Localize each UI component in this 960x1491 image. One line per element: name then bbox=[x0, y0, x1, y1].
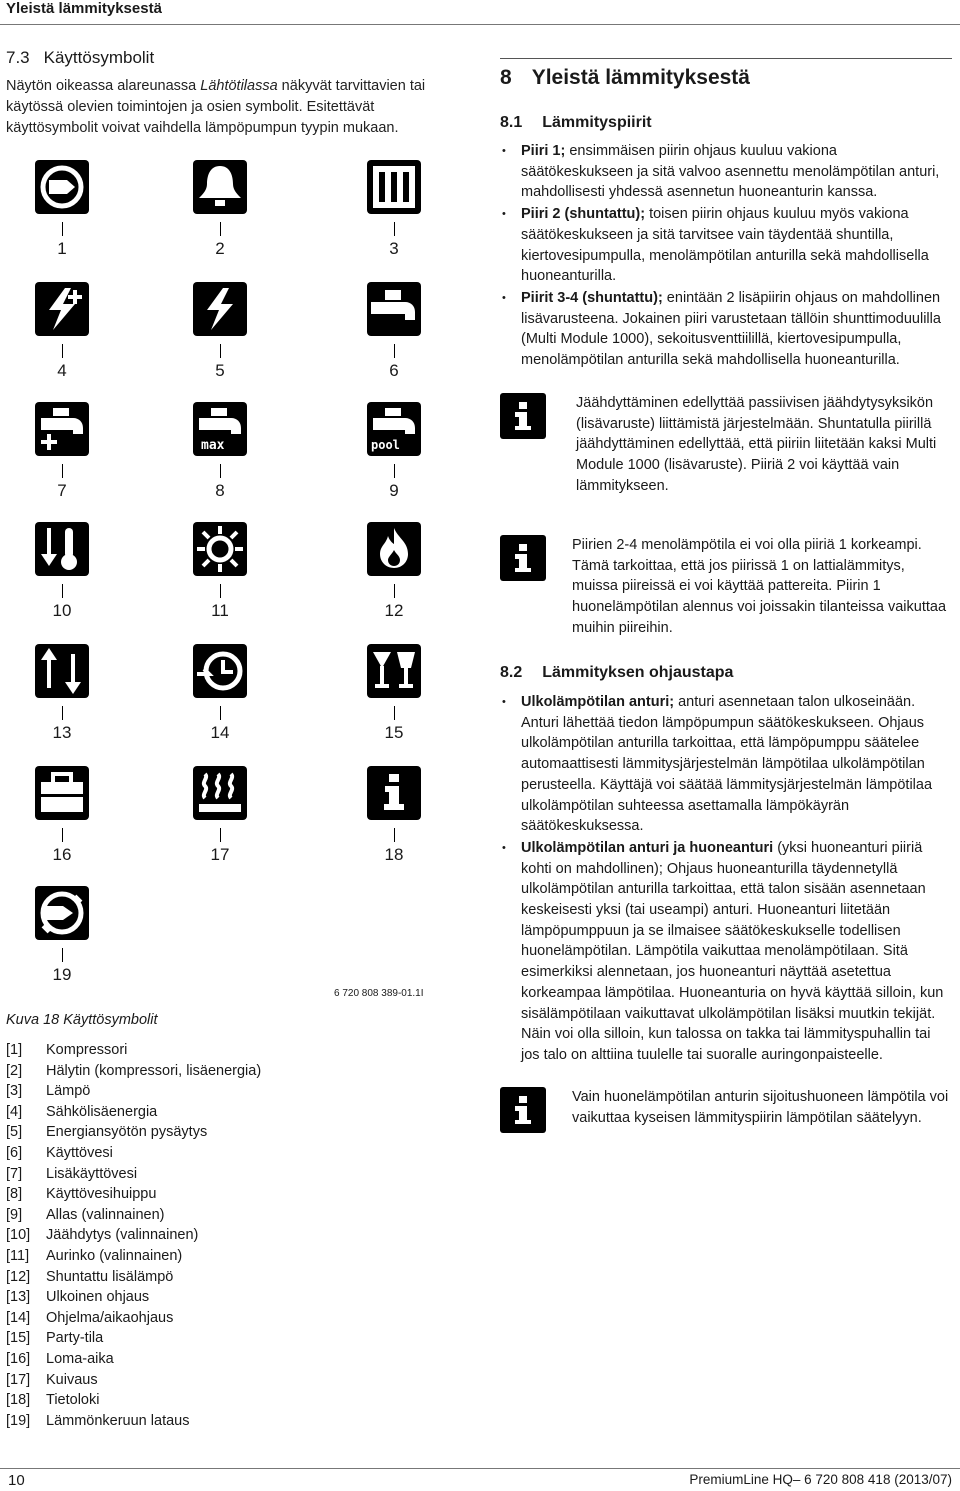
drying-icon bbox=[193, 766, 247, 820]
symbol-number: 19 bbox=[52, 965, 72, 984]
section-8-2-heading bbox=[500, 664, 733, 682]
operating-symbol bbox=[192, 402, 248, 501]
legend-key: [12] bbox=[6, 1268, 31, 1285]
operating-symbol bbox=[34, 160, 90, 259]
list-item bbox=[500, 141, 952, 203]
legend-label: Sähkölisäenergia bbox=[46, 1103, 158, 1120]
legend-key: [4] bbox=[6, 1103, 23, 1120]
legend-item bbox=[6, 1040, 261, 1061]
legend-item bbox=[6, 1164, 261, 1185]
external-control-icon bbox=[35, 644, 89, 698]
operating-symbol bbox=[192, 644, 248, 743]
legend-key: [7] bbox=[6, 1165, 23, 1182]
legend-label: Jäähdytys (valinnainen) bbox=[46, 1227, 199, 1244]
callout-line bbox=[62, 584, 63, 598]
legend-key: [19] bbox=[6, 1412, 31, 1429]
operating-symbol bbox=[34, 282, 90, 381]
heat-recovery-charge-icon bbox=[35, 886, 89, 940]
legend-label: Shuntattu lisälämpö bbox=[46, 1268, 174, 1285]
section-number: 8.1 bbox=[500, 114, 523, 131]
operating-symbol bbox=[192, 160, 248, 259]
party-glasses-icon bbox=[367, 644, 421, 698]
energy-supplier-block-icon bbox=[193, 282, 247, 336]
item-lead: Ulkolämpötilan anturi; bbox=[521, 694, 675, 710]
legend-label: Ulkoinen ohjaus bbox=[46, 1289, 150, 1306]
callout-line bbox=[220, 344, 221, 358]
alarm-bell-icon bbox=[193, 160, 247, 214]
callout-line bbox=[394, 706, 395, 720]
legend-item bbox=[6, 1184, 261, 1205]
note-room-sensor bbox=[500, 1087, 952, 1133]
legend-key: [17] bbox=[6, 1371, 31, 1388]
symbol-number: 6 bbox=[389, 361, 399, 380]
operating-symbol bbox=[34, 644, 90, 743]
note-flow-temperature bbox=[500, 535, 952, 639]
list-item bbox=[500, 838, 952, 1066]
info-icon bbox=[500, 393, 546, 439]
callout-line bbox=[62, 222, 63, 236]
compressor-icon bbox=[35, 160, 89, 214]
legend-key: [16] bbox=[6, 1350, 31, 1367]
symbol-number: 15 bbox=[384, 723, 404, 742]
legend-item bbox=[6, 1081, 261, 1102]
hot-water-peak-icon bbox=[193, 402, 247, 456]
callout-line bbox=[62, 706, 63, 720]
item-text: enintään 2 lisäpiirin ohjaus on mahdollinen lisävarusteena. Jokainen piiri varustetaan tällöin shunttimoduulilla (Multi Module 1000), sekoitusventtiilillä, kiertovesipumpulla, menolämpötilan anturilla sekä mahdollisella huoneanturilla. bbox=[521, 289, 941, 369]
operating-symbol bbox=[192, 282, 248, 381]
heat-radiator-icon bbox=[367, 160, 421, 214]
info-icon bbox=[500, 1087, 546, 1133]
symbol-number: 1 bbox=[57, 239, 67, 258]
legend-item bbox=[6, 1246, 261, 1267]
control-method-list bbox=[500, 692, 952, 1067]
legend-label: Lisäkäyttövesi bbox=[46, 1165, 138, 1182]
legend-item bbox=[6, 1122, 261, 1143]
legend-item bbox=[6, 1205, 261, 1226]
intro-paragraph bbox=[6, 76, 436, 139]
legend-label: Loma-aika bbox=[46, 1350, 114, 1367]
item-lead: Piiri 2 (shuntattu); bbox=[521, 206, 646, 223]
legend-key: [1] bbox=[6, 1042, 23, 1058]
info-icon bbox=[367, 766, 421, 820]
callout-line bbox=[62, 464, 63, 478]
legend-label: Ohjelma/aikaohjaus bbox=[46, 1309, 174, 1326]
legend-key: [5] bbox=[6, 1124, 23, 1141]
legend-label: Aurinko (valinnainen) bbox=[46, 1247, 183, 1264]
legend-item bbox=[6, 1061, 261, 1082]
symbol-number: 9 bbox=[389, 481, 399, 500]
operating-symbol bbox=[366, 282, 422, 381]
item-lead: Piiri 1; bbox=[521, 143, 566, 159]
legend-item bbox=[6, 1267, 261, 1288]
legend-key: [15] bbox=[6, 1330, 31, 1347]
legend-label: Käyttövesi bbox=[46, 1144, 113, 1161]
legend-label: Energiansyötön pysäytys bbox=[46, 1124, 208, 1141]
legend-key: [14] bbox=[6, 1309, 31, 1326]
intro-text-1: Näytön oikeassa alareunassa bbox=[6, 78, 201, 94]
legend-key: [8] bbox=[6, 1186, 23, 1203]
item-lead: Ulkolämpötilan anturi ja huoneanturi bbox=[521, 839, 774, 856]
running-title: Yleistä lämmityksestä bbox=[6, 0, 162, 17]
intro-text-2: näkyvät tarvittavien tai käytössä olevien toimintojen ja osien symbolit. Esitettävät käyttösymbolit voivat vaihdella lämpöpumpun tyypin mukaan. bbox=[6, 78, 426, 136]
legend-key: [18] bbox=[6, 1392, 31, 1409]
legend-label: Tietoloki bbox=[46, 1392, 100, 1409]
callout-line bbox=[394, 464, 395, 478]
header-rule bbox=[0, 24, 960, 25]
legend-item bbox=[6, 1308, 261, 1329]
chapter-heading bbox=[500, 66, 750, 90]
info-icon bbox=[500, 535, 546, 581]
operating-symbol bbox=[192, 522, 248, 621]
heating-circuits-list bbox=[500, 141, 952, 372]
operating-symbol bbox=[366, 644, 422, 743]
figure-caption: Kuva 18 Käyttösymbolit bbox=[6, 1012, 158, 1028]
operating-symbol bbox=[34, 886, 90, 985]
legend-key: [2] bbox=[6, 1062, 23, 1079]
legend-key: [10] bbox=[6, 1227, 31, 1244]
legend-label: Kompressori bbox=[46, 1042, 128, 1058]
list-item bbox=[500, 204, 952, 287]
symbol-number: 2 bbox=[215, 239, 225, 258]
note-cooling bbox=[500, 393, 952, 497]
symbol-number: 12 bbox=[384, 601, 404, 620]
svg-text:pool: pool bbox=[371, 438, 400, 452]
note-text: Piirien 2-4 menolämpötila ei voi olla piiriä 1 korkeampi. Tämä tarkoittaa, että jos piirissä 1 on lattialämmitys, muissa piireissä ei voi käyttää pattereita. Piirin 1 huonelämpötilan alennus voi joissakin tilanteissa vaikuttaa muihin piireihin. bbox=[572, 537, 947, 636]
legend-item bbox=[6, 1370, 261, 1391]
legend-key: [11] bbox=[6, 1247, 30, 1264]
symbol-number: 18 bbox=[384, 845, 404, 864]
legend-item bbox=[6, 1390, 261, 1411]
symbol-number: 17 bbox=[210, 845, 230, 864]
operating-symbol bbox=[366, 160, 422, 259]
program-clock-icon bbox=[193, 644, 247, 698]
callout-line bbox=[394, 222, 395, 236]
operating-symbol bbox=[192, 766, 248, 865]
list-item bbox=[500, 288, 952, 371]
callout-line bbox=[394, 584, 395, 598]
legend-item bbox=[6, 1411, 261, 1432]
electric-extra-energy-icon bbox=[35, 282, 89, 336]
section-8-1-heading bbox=[500, 114, 652, 132]
section-title: Lämmityksen ohjaustapa bbox=[542, 664, 734, 681]
symbol-number: 16 bbox=[52, 845, 72, 864]
legend-label: Kuivaus bbox=[46, 1371, 98, 1388]
callout-line bbox=[394, 828, 395, 842]
legend-label: Allas (valinnainen) bbox=[46, 1206, 165, 1223]
symbol-number: 13 bbox=[52, 723, 72, 742]
footer-rule bbox=[0, 1468, 960, 1469]
extra-hot-water-icon bbox=[35, 402, 89, 456]
callout-line bbox=[220, 828, 221, 842]
hot-water-tap-icon bbox=[367, 282, 421, 336]
symbol-number: 10 bbox=[52, 601, 72, 620]
figure-legend bbox=[6, 1040, 261, 1431]
callout-line bbox=[394, 344, 395, 358]
section-number: 8.2 bbox=[500, 664, 523, 681]
section-number: 7.3 bbox=[6, 48, 30, 67]
section-heading bbox=[6, 48, 436, 68]
operating-symbol bbox=[366, 522, 422, 621]
operating-symbol bbox=[366, 766, 422, 865]
legend-item bbox=[6, 1287, 261, 1308]
callout-line bbox=[62, 344, 63, 358]
intro-italic: Lähtötilassa bbox=[200, 78, 278, 94]
symbol-number: 5 bbox=[215, 361, 225, 380]
legend-key: [9] bbox=[6, 1206, 23, 1223]
legend-key: [6] bbox=[6, 1144, 23, 1161]
figure-code: 6 720 808 389-01.1I bbox=[334, 988, 424, 999]
operating-symbol bbox=[34, 766, 90, 865]
legend-label: Käyttövesihuippu bbox=[46, 1186, 157, 1203]
note-text: Jäähdyttäminen edellyttää passiivisen jäähdytysyksikön (lisävaruste) liittämistä järjestelmään. Shuntatulla piirillä jäähdyttäminen edellyttää, että piiriin liitetään kaksi Multi Module 1000 (lisävaruste). Piiriä 2 voi käyttää vain lämmitykseen. bbox=[576, 395, 937, 494]
section-7-3 bbox=[6, 48, 436, 139]
legend-key: [13] bbox=[6, 1289, 31, 1306]
section-title: Käyttösymbolit bbox=[43, 48, 155, 67]
legend-key: [3] bbox=[6, 1083, 23, 1100]
legend-item bbox=[6, 1349, 261, 1370]
page-number: 10 bbox=[8, 1472, 25, 1489]
callout-line bbox=[220, 464, 221, 478]
symbol-number: 8 bbox=[215, 481, 225, 500]
svg-text:max: max bbox=[201, 438, 225, 453]
legend-label: Hälytin (kompressori, lisäenergia) bbox=[46, 1062, 262, 1079]
callout-line bbox=[62, 948, 63, 962]
section-title: Lämmityspiirit bbox=[542, 114, 652, 131]
legend-label: Lämpö bbox=[46, 1083, 91, 1100]
operating-symbol bbox=[34, 522, 90, 621]
symbol-number: 14 bbox=[210, 723, 230, 742]
callout-line bbox=[220, 706, 221, 720]
legend-item bbox=[6, 1102, 261, 1123]
symbol-number: 4 bbox=[57, 361, 67, 380]
document-reference: PremiumLine HQ– 6 720 808 418 (2013/07) bbox=[689, 1472, 952, 1487]
legend-item bbox=[6, 1143, 261, 1164]
list-item bbox=[500, 692, 952, 837]
shunted-heat-flame-icon bbox=[367, 522, 421, 576]
legend-item bbox=[6, 1328, 261, 1349]
symbol-number: 7 bbox=[57, 481, 67, 500]
operating-symbol bbox=[366, 402, 422, 501]
item-lead: Piirit 3-4 (shuntattu); bbox=[521, 289, 663, 306]
solar-icon bbox=[193, 522, 247, 576]
legend-item bbox=[6, 1225, 261, 1246]
item-text: (yksi huoneanturi piiriä kohti on mahdollinen); Ohjaus huoneanturilla täydennetyllä ulkolämpötilan anturilla tarkoittaa, että talon sisään asennetaan keskeisesti yksi (tai useampi) anturi. Huoneanturi liitetään lämpöpumppuun ja se ilmaisee säätökeskukselle todellisen huonelämpötilan. Lämpötila vaikuttaa menolämpötilaan. Sitä esimerkiksi alennetaan, jos huoneanturi näyttää asetettua korkeampaa lämpötilaa. Huoneanturia on hyvä käyttää silloin, kun sisälämpötilaan vaikuttavat ulkolämpötilan lisäksi muutkin tekijät. Näin voi olla silloin, kun talossa on takka tai lämmityspuhallin tai jos talo on alttiina tuulelle tai suoralle auringonpaisteelle. bbox=[521, 839, 944, 1063]
item-text: ensimmäisen piirin ohjaus kuuluu vakiona säätökeskukseen ja sitä valvoo asennettu menolämpötilan anturi, mahdollisesti yhdessä asennetun huoneanturin kanssa. bbox=[521, 143, 940, 201]
note-text: Vain huonelämpötilan anturin sijoitushuoneen lämpötila voi vaikuttaa kyseisen lämmityspiirin lämpötilan säätelyyn. bbox=[572, 1089, 949, 1126]
cooling-thermometer-icon bbox=[35, 522, 89, 576]
legend-label: Party-tila bbox=[46, 1330, 104, 1347]
symbol-number: 11 bbox=[211, 601, 229, 620]
item-text: toisen piirin ohjaus kuuluu myös vakiona säätökeskukseen ja sitä tarvitsee vain täydentää shuntilla, kiertovesipumpulla, menolämpötilan anturilla sekä mahdollisella huoneanturilla. bbox=[521, 206, 929, 285]
chapter-title: Yleistä lämmityksestä bbox=[531, 66, 750, 89]
operating-symbol bbox=[34, 402, 90, 501]
chapter-number: 8 bbox=[500, 66, 512, 89]
callout-line bbox=[220, 584, 221, 598]
callout-line bbox=[220, 222, 221, 236]
legend-label: Lämmönkeruun lataus bbox=[46, 1412, 190, 1429]
symbol-number: 3 bbox=[389, 239, 399, 258]
symbol-figure bbox=[28, 160, 433, 998]
chapter-rule bbox=[500, 58, 952, 59]
holiday-suitcase-icon bbox=[35, 766, 89, 820]
callout-line bbox=[62, 828, 63, 842]
item-text: anturi asennetaan talon ulkoseinään. Anturi lähettää tiedon lämpöpumpun säätökeskukseen. Ohjaus ulkolämpötilan anturilla tarkoittaa, että lämpöpumppu säätelee automaattisesti lämmitysjärjestelmän lämpötilaa ulkolämpötilan perusteella. Käyttäjä voi säätää lämmitysjärjestelmän lämpötilaa ulkolämpötilan suhteessa asettamalla lämpökäyrän säätökeskuksessa. bbox=[521, 694, 933, 835]
pool-icon bbox=[367, 402, 421, 456]
